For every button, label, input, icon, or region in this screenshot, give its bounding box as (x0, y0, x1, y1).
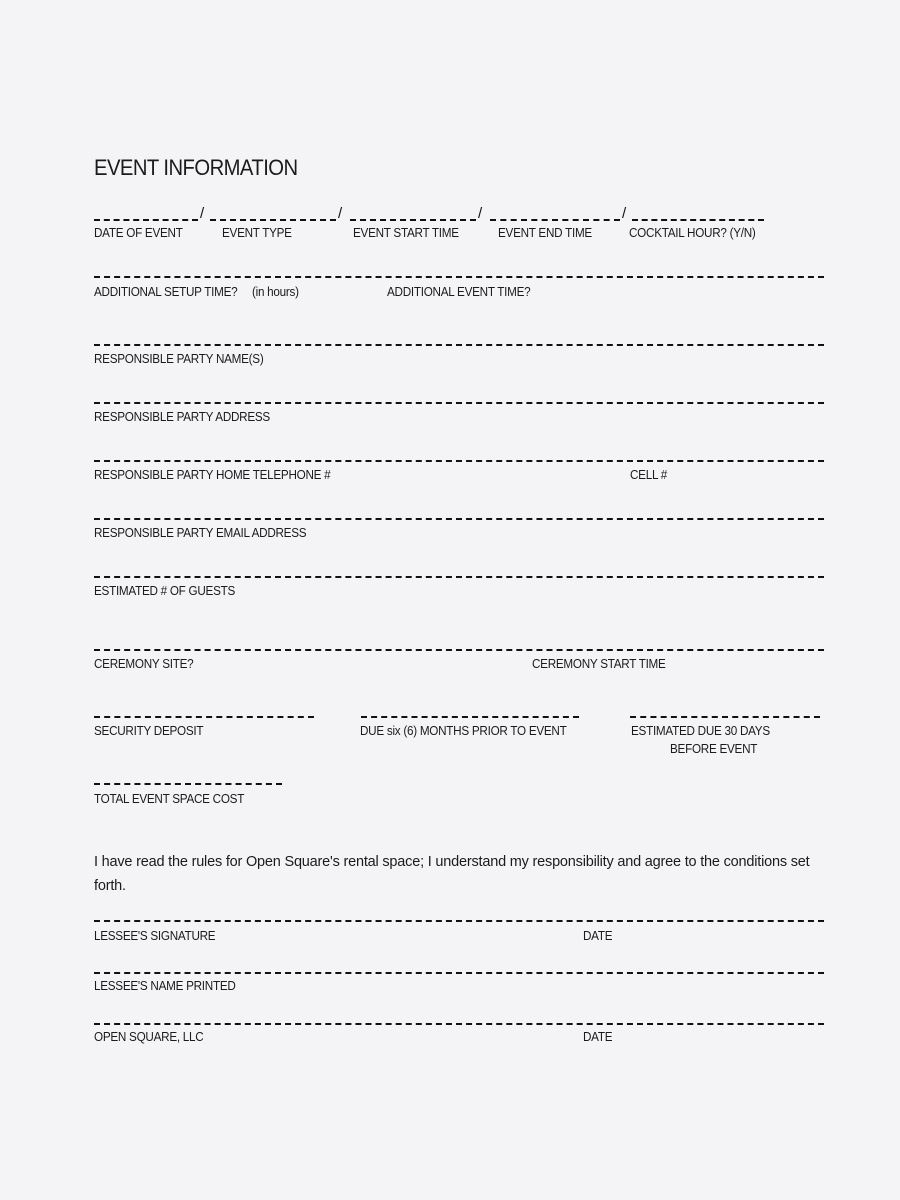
open-square-signature-field[interactable] (94, 1023, 824, 1025)
estimated-due-field[interactable] (630, 716, 820, 718)
page-title: EVENT INFORMATION (94, 155, 298, 180)
ceremony-field[interactable] (94, 649, 824, 651)
separator-slash: / (478, 205, 483, 222)
additional-time-field[interactable] (94, 276, 824, 278)
responsible-party-names-field[interactable] (94, 344, 824, 346)
cocktail-hour-label: COCKTAIL HOUR? (Y/N) (629, 225, 756, 240)
separator-slash: / (622, 205, 627, 222)
estimated-due-label: ESTIMATED DUE 30 DAYS (631, 723, 770, 738)
date-of-event-label: DATE OF EVENT (94, 225, 183, 240)
estimated-guests-field[interactable] (94, 576, 824, 578)
in-hours-label: (in hours) (252, 284, 299, 299)
cocktail-hour-field[interactable] (632, 219, 764, 221)
lessee-name-printed-field[interactable] (94, 972, 824, 974)
security-deposit-field[interactable] (94, 716, 314, 718)
due-six-months-field[interactable] (361, 716, 579, 718)
cell-label: CELL # (630, 467, 667, 482)
additional-setup-time-label: ADDITIONAL SETUP TIME? (94, 284, 238, 299)
agreement-text: I have read the rules for Open Square's rental space; I understand my responsibility and agree to the conditions set forth. (94, 854, 810, 894)
ceremony-start-time-label: CEREMONY START TIME (532, 656, 666, 671)
additional-event-time-label: ADDITIONAL EVENT TIME? (387, 284, 531, 299)
total-event-space-cost-field[interactable] (94, 783, 282, 785)
due-six-months-label: DUE six (6) MONTHS PRIOR TO EVENT (360, 723, 567, 738)
security-deposit-label: SECURITY DEPOSIT (94, 723, 204, 738)
responsible-party-address-label: RESPONSIBLE PARTY ADDRESS (94, 409, 270, 424)
date-label: DATE (583, 1029, 613, 1044)
event-end-time-field[interactable] (490, 219, 620, 221)
lessee-name-printed-label: LESSEE'S NAME PRINTED (94, 978, 236, 993)
separator-slash: / (200, 205, 205, 222)
event-end-time-label: EVENT END TIME (498, 225, 592, 240)
total-event-space-cost-label: TOTAL EVENT SPACE COST (94, 791, 245, 806)
home-telephone-label: RESPONSIBLE PARTY HOME TELEPHONE # (94, 467, 331, 482)
date-label: DATE (583, 928, 613, 943)
event-start-time-field[interactable] (350, 219, 476, 221)
estimated-due-label-line2: BEFORE EVENT (670, 741, 758, 756)
event-type-label: EVENT TYPE (222, 225, 292, 240)
responsible-party-names-label: RESPONSIBLE PARTY NAME(S) (94, 351, 264, 366)
ceremony-site-label: CEREMONY SITE? (94, 656, 194, 671)
home-telephone-field[interactable] (94, 460, 824, 462)
responsible-party-address-field[interactable] (94, 402, 824, 404)
lessee-signature-label: LESSEE'S SIGNATURE (94, 928, 216, 943)
separator-slash: / (338, 205, 343, 222)
estimated-guests-label: ESTIMATED # OF GUESTS (94, 583, 236, 598)
event-type-field[interactable] (210, 219, 336, 221)
email-label: RESPONSIBLE PARTY EMAIL ADDRESS (94, 525, 307, 540)
email-field[interactable] (94, 518, 824, 520)
open-square-llc-label: OPEN SQUARE, LLC (94, 1029, 204, 1044)
event-start-time-label: EVENT START TIME (353, 225, 459, 240)
lessee-signature-field[interactable] (94, 920, 824, 922)
date-of-event-field[interactable] (94, 219, 198, 221)
